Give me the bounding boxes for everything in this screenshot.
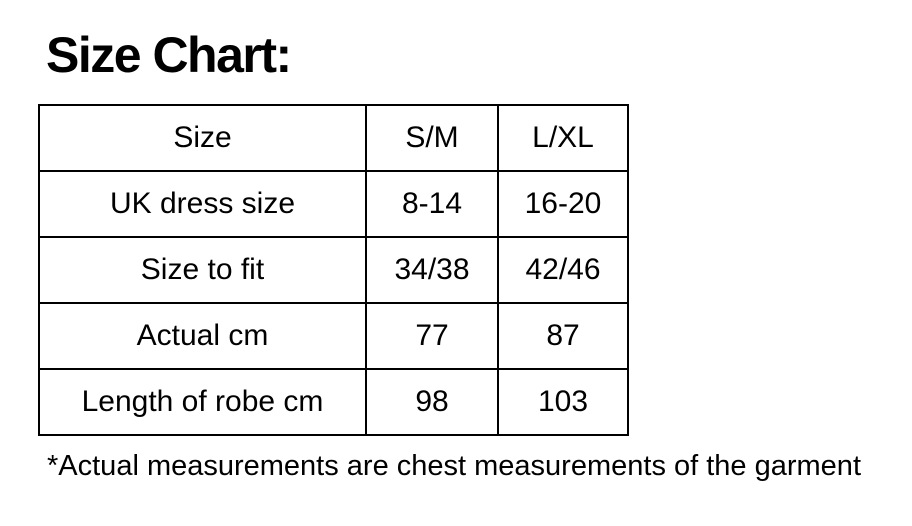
row-label-size-to-fit: Size to fit <box>39 237 366 303</box>
table-header-row <box>39 105 628 171</box>
row-label-uk-dress-size: UK dress size <box>39 171 366 237</box>
cell-actual-cm-lxl: 87 <box>498 303 628 369</box>
column-header-lxl: L/XL <box>498 105 628 171</box>
row-label-length-of-robe: Length of robe cm <box>39 369 366 435</box>
cell-actual-cm-sm: 77 <box>366 303 498 369</box>
size-chart-table <box>38 104 629 436</box>
cell-uk-dress-size-lxl: 16-20 <box>498 171 628 237</box>
column-header-size: Size <box>39 105 366 171</box>
cell-length-of-robe-lxl: 103 <box>498 369 628 435</box>
row-label-actual-cm: Actual cm <box>39 303 366 369</box>
table-row-actual-cm <box>39 303 628 369</box>
cell-size-to-fit-sm: 34/38 <box>366 237 498 303</box>
table-row-length-of-robe <box>39 369 628 435</box>
cell-size-to-fit-lxl: 42/46 <box>498 237 628 303</box>
table-row-size-to-fit <box>39 237 628 303</box>
measurement-footnote: *Actual measurements are chest measurements of the garment <box>47 450 861 482</box>
column-header-sm: S/M <box>366 105 498 171</box>
cell-uk-dress-size-sm: 8-14 <box>366 171 498 237</box>
table-row-uk-dress-size <box>39 171 628 237</box>
page-title: Size Chart: <box>46 27 291 83</box>
cell-length-of-robe-sm: 98 <box>366 369 498 435</box>
